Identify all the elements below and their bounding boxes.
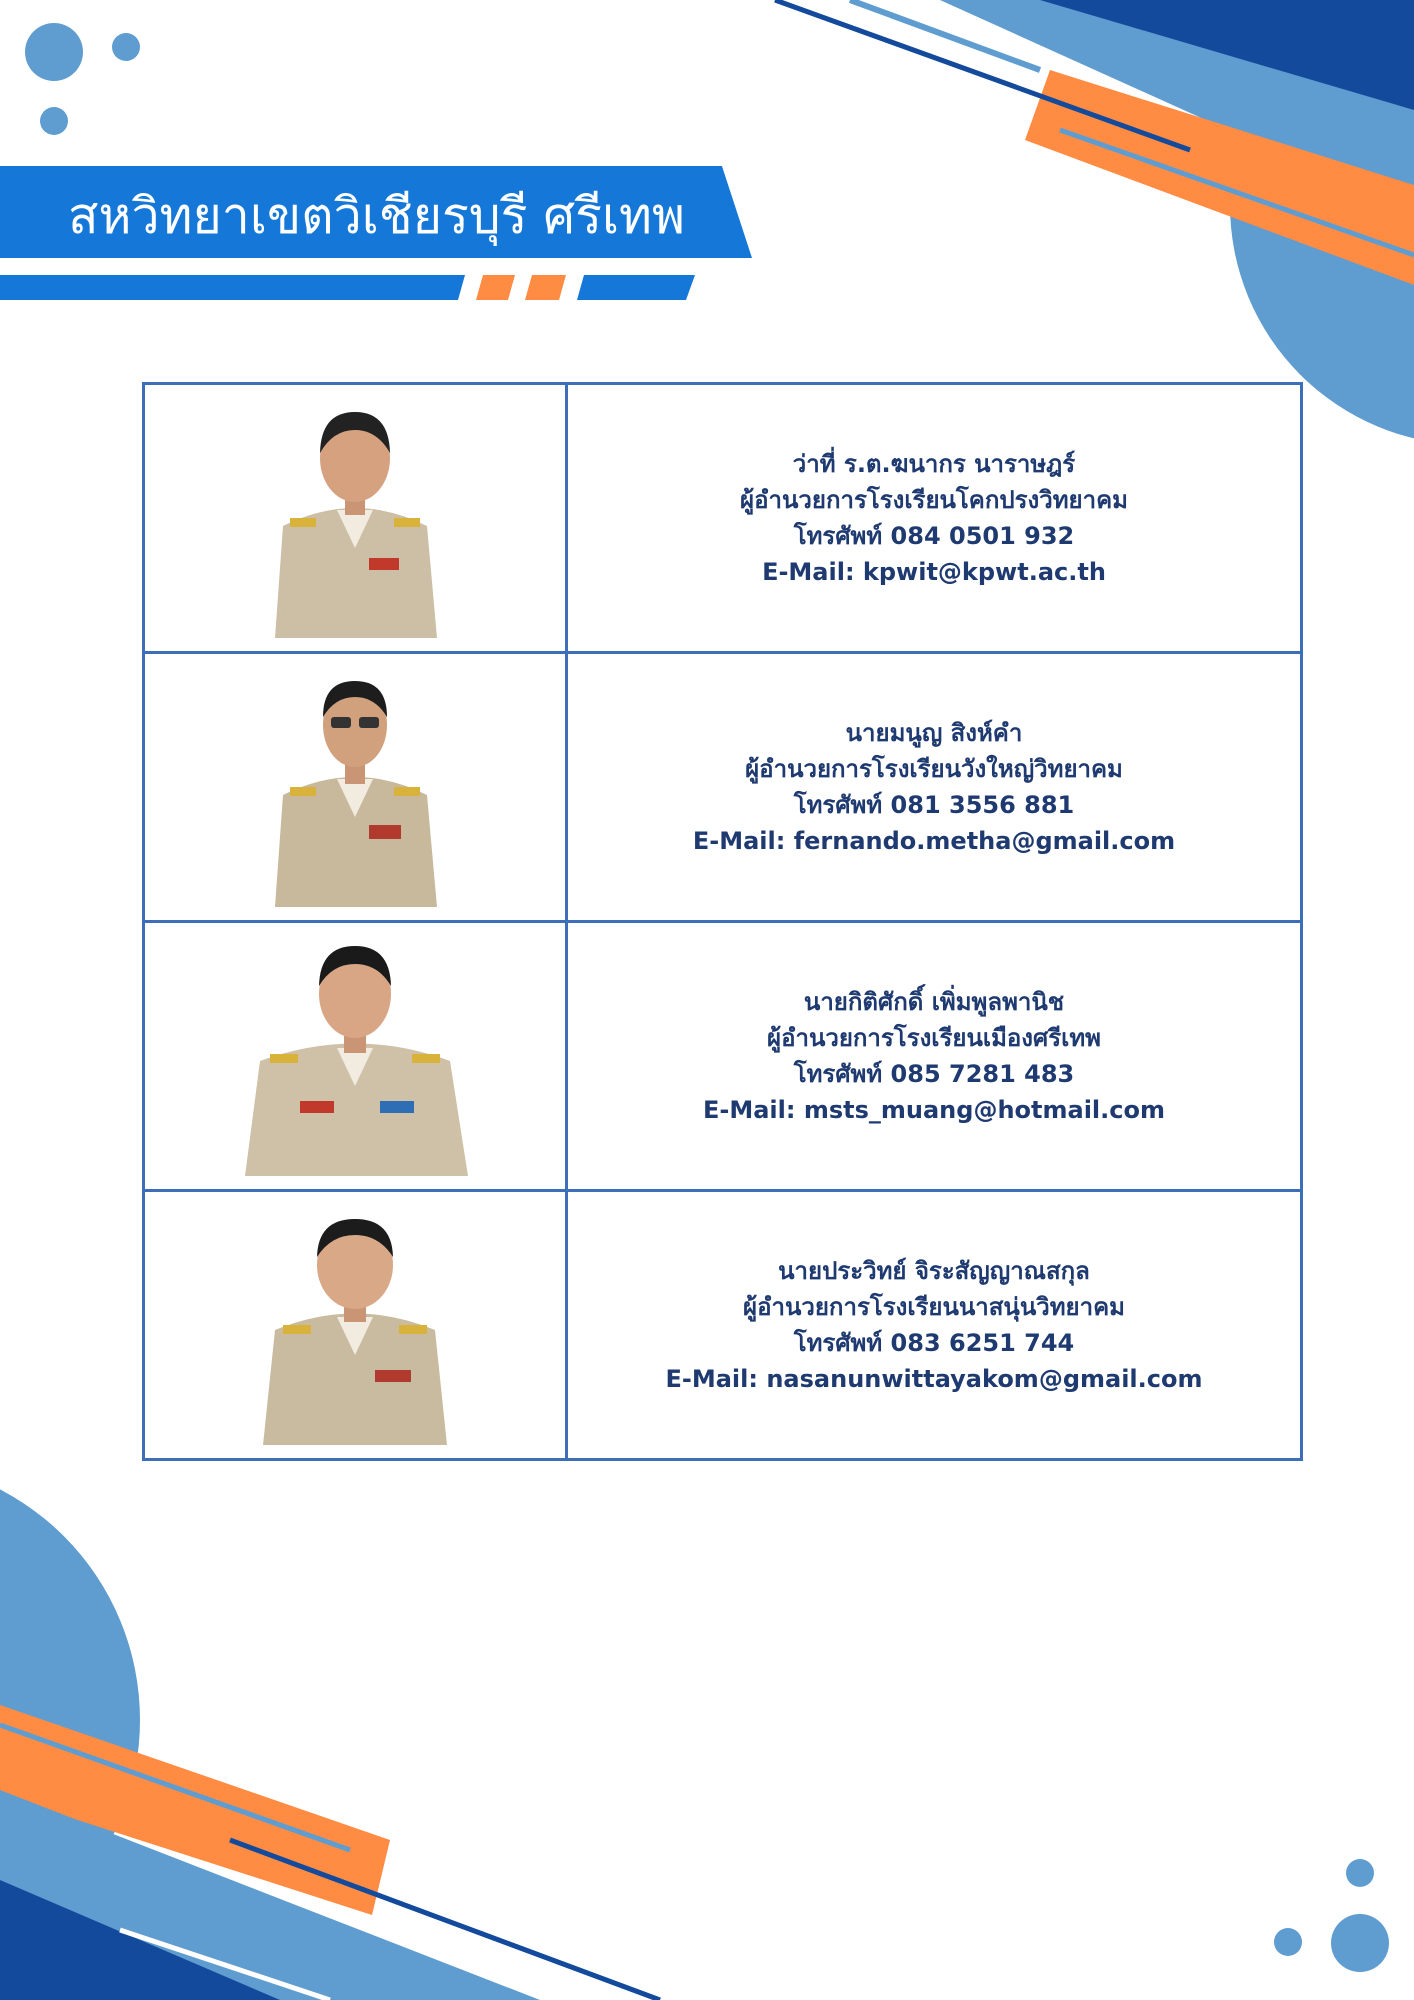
- contact-info: [568, 1253, 1300, 1397]
- table-row: [144, 922, 1302, 1191]
- info-cell: [567, 1191, 1302, 1460]
- photo-cell: [144, 653, 567, 922]
- portrait-photo: [240, 936, 470, 1176]
- table-row: [144, 1191, 1302, 1460]
- person-email[interactable]: E-Mail: nasanunwittayakom@gmail.com: [665, 1365, 1203, 1393]
- table-row: [144, 653, 1302, 922]
- header-accent: [525, 275, 566, 300]
- person-phone: โทรศัพท์ 085 7281 483: [793, 1060, 1075, 1088]
- deco-dot: [40, 107, 68, 135]
- person-name: นายกิติศักดิ์ เพิ่มพูลพานิช: [803, 988, 1065, 1016]
- portrait-photo: [255, 1205, 455, 1445]
- portrait-photo: [265, 398, 445, 638]
- contact-info: [568, 984, 1300, 1128]
- person-name: นายมนูญ สิงห์คำ: [845, 719, 1023, 747]
- photo-cell: [144, 384, 567, 653]
- contact-info: [568, 715, 1300, 859]
- person-position: ผู้อำนวยการโรงเรียนโคกปรงวิทยาคม: [740, 486, 1128, 514]
- info-cell: [567, 922, 1302, 1191]
- contact-info: [568, 446, 1300, 590]
- header-underline: [577, 275, 695, 300]
- photo-cell: [144, 922, 567, 1191]
- person-position: ผู้อำนวยการโรงเรียนนาสนุ่นวิทยาคม: [743, 1293, 1125, 1321]
- deco-dot: [25, 23, 83, 81]
- header-accent: [476, 275, 515, 300]
- person-email[interactable]: E-Mail: msts_muang@hotmail.com: [703, 1096, 1165, 1124]
- person-position: ผู้อำนวยการโรงเรียนเมืองศรีเทพ: [767, 1024, 1101, 1052]
- deco-dot: [1331, 1914, 1389, 1972]
- person-phone: โทรศัพท์ 083 6251 744: [793, 1329, 1075, 1357]
- person-phone: โทรศัพท์ 081 3556 881: [793, 791, 1075, 819]
- deco-dot: [1274, 1928, 1302, 1956]
- person-position: ผู้อำนวยการโรงเรียนวังใหญ่วิทยาคม: [745, 755, 1123, 783]
- portrait-photo: [265, 667, 445, 907]
- deco-dot: [112, 33, 140, 61]
- table-row: [144, 384, 1302, 653]
- photo-cell: [144, 1191, 567, 1460]
- page-title: สหวิทยาเขตวิเชียรบุรี ศรีเทพ: [68, 187, 685, 245]
- person-phone: โทรศัพท์ 084 0501 932: [793, 522, 1075, 550]
- info-cell: [567, 384, 1302, 653]
- person-email[interactable]: E-Mail: fernando.metha@gmail.com: [692, 827, 1176, 855]
- director-directory-table: [142, 382, 1303, 1461]
- info-cell: [567, 653, 1302, 922]
- person-name: ว่าที่ ร.ต.ฆนากร นาราษฎร์: [792, 450, 1076, 478]
- person-email[interactable]: E-Mail: kpwit@kpwt.ac.th: [762, 558, 1106, 586]
- header-underline: [0, 275, 465, 300]
- deco-dot: [1346, 1859, 1374, 1887]
- person-name: นายประวิทย์ จิระสัญญาณสกุล: [778, 1257, 1090, 1285]
